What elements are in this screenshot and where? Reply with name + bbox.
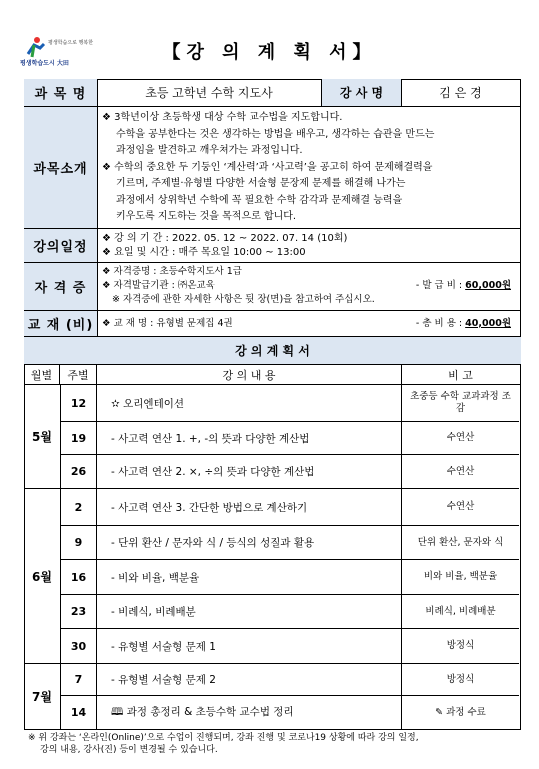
total-fee-value: 40,000원 bbox=[465, 317, 511, 329]
lecture-note: 수연산 bbox=[402, 455, 519, 489]
month-may: 5월 bbox=[24, 385, 61, 489]
diamond-bullet-icon: ❖ bbox=[102, 233, 115, 244]
total-fee-label: - 총 비 용 : bbox=[415, 317, 463, 329]
lecturer-name: 김 은 경 bbox=[439, 86, 482, 100]
week-cell: 19 bbox=[61, 422, 97, 455]
certificate-text bbox=[102, 263, 517, 310]
week-cell: 16 bbox=[61, 560, 97, 595]
diamond-bullet-icon: ❖ bbox=[102, 112, 115, 123]
lecture-content: - 단위 환산 / 문자와 식 / 등식의 성질과 활용 bbox=[97, 526, 402, 560]
materials-row bbox=[24, 311, 521, 337]
lecture-note: 초중등 수학 교과과정 조감 bbox=[402, 385, 519, 422]
plan-band-title: 강 의 계 획 서 bbox=[24, 337, 521, 365]
lecture-content: - 비례식, 비례배분 bbox=[97, 595, 402, 629]
plan-header-row bbox=[24, 365, 521, 385]
page-title: 【강 의 계 획 서】 bbox=[162, 42, 377, 63]
col-content: 강 의 내 용 bbox=[97, 365, 402, 384]
overview-text bbox=[102, 107, 517, 228]
overview-row bbox=[24, 107, 521, 229]
footnote-line-1: ※ 위 강좌는 ‘온라인(Online)’으로 수업이 진행되며, 강좌 진행 및 코로나19 상황에 따라 강의 일정, bbox=[28, 733, 419, 743]
col-month: 월별 bbox=[24, 365, 60, 384]
lecture-note: 수연산 bbox=[402, 489, 519, 526]
month-july: 7월 bbox=[24, 664, 61, 729]
week-cell: 7 bbox=[61, 664, 97, 696]
diamond-bullet-icon: ❖ bbox=[102, 161, 115, 173]
materials-label: 교 재 (비) bbox=[24, 311, 98, 336]
lecture-content: - 사고력 연산 3. 간단한 방법으로 계산하기 bbox=[97, 489, 402, 526]
course-row bbox=[24, 79, 521, 107]
certificate-name: 자격증명 : 초등수학지도사 1급 bbox=[113, 266, 242, 277]
week-cell: 30 bbox=[61, 629, 97, 664]
lecture-content: - 사고력 연산 1. +, -의 뜻과 다양한 계산법 bbox=[97, 422, 402, 455]
diamond-bullet-icon: ❖ bbox=[102, 266, 114, 277]
logo-name: 평생학습도시 大田 bbox=[20, 60, 69, 67]
week-cell: 2 bbox=[61, 489, 97, 526]
course-label: 과 목 명 bbox=[24, 79, 98, 106]
schedule-text bbox=[102, 229, 517, 262]
diamond-bullet-icon: ❖ bbox=[102, 280, 114, 291]
lecture-note: 수연산 bbox=[402, 422, 519, 455]
week-cell: 23 bbox=[61, 595, 97, 629]
logo-tagline: 평생학습으로 행복한 bbox=[48, 40, 94, 46]
certificate-label: 자 격 증 bbox=[24, 263, 98, 310]
certificate-note: ※ 자격증에 관한 자세한 사항은 뒷 장(면)을 참고하여 주십시오. bbox=[112, 294, 375, 305]
week-cell: 12 bbox=[61, 385, 97, 422]
certificate-row bbox=[24, 263, 521, 311]
overview-line-5: 기르며, 주제별·유형별 다양한 서술형 문장제 문제를 해결해 나가는 bbox=[116, 178, 406, 189]
week-cell: 14 bbox=[61, 696, 97, 729]
schedule-label: 강의일정 bbox=[24, 229, 98, 262]
lecture-note: 비례식, 비례배분 bbox=[402, 595, 519, 629]
week-cell: 26 bbox=[61, 455, 97, 489]
overview-line-7: 키우도록 지도하는 것을 목적으로 합니다. bbox=[116, 211, 297, 222]
schedule-period: 강 의 기 간 : 2022. 05. 12 ~ 2022. 07. 14 (10회) bbox=[114, 233, 348, 244]
overview-line-3: 과정임을 발견하고 깨우쳐가는 과정입니다. bbox=[116, 145, 303, 156]
certificate-issuer: 자격발급기관 : ㈜온교육 bbox=[113, 280, 215, 291]
issue-fee-label: - 발 급 비 : bbox=[415, 280, 463, 291]
lecture-note: 단위 환산, 문자와 식 bbox=[402, 526, 519, 560]
overview-line-4: 수학의 중요한 두 기둥인 ‘계산력’과 ‘사고력’을 공고히 하여 문제해결력을 bbox=[114, 161, 433, 173]
lecture-content: 🕮 과정 총정리 & 초등수학 교수법 정리 bbox=[97, 696, 402, 729]
col-week: 주별 bbox=[60, 365, 97, 384]
overview-label: 과목소개 bbox=[24, 107, 98, 228]
lecture-content: - 유형별 서술형 문제 1 bbox=[97, 629, 402, 664]
lecture-note: 방정식 bbox=[402, 664, 519, 696]
schedule-time: 요일 및 시간 : 매주 목요일 10:00 ~ 13:00 bbox=[114, 247, 306, 258]
lecture-note: 방정식 bbox=[402, 629, 519, 664]
col-note: 비 고 bbox=[448, 368, 473, 382]
diamond-bullet-icon: ❖ bbox=[102, 317, 111, 329]
month-june: 6월 bbox=[24, 489, 61, 664]
course-name: 초등 고학년 수학 지도사 bbox=[97, 79, 322, 106]
overview-line-1: 3학년이상 초등학생 대상 수학 교수법을 지도합니다. bbox=[114, 112, 343, 123]
schedule-row bbox=[24, 229, 521, 263]
overview-line-6: 과정에서 상위학년 수학에 꼭 필요한 수학 감각과 문제해결 능력을 bbox=[116, 194, 403, 206]
lecture-content: ✫ 오리엔테이션 bbox=[97, 385, 402, 422]
materials-name: 교 재 명 : 유형별 문제집 4권 bbox=[113, 317, 233, 329]
week-cell: 9 bbox=[61, 526, 97, 560]
footnote bbox=[28, 732, 518, 756]
lecture-content: - 비와 비율, 백분율 bbox=[97, 560, 402, 595]
lecture-note: ✎ 과정 수료 bbox=[435, 706, 486, 718]
lecture-note: 비와 비율, 백분율 bbox=[402, 560, 519, 595]
lecturer-label: 강 사 명 bbox=[322, 79, 402, 106]
lecture-content: - 사고력 연산 2. ×, ÷의 뜻과 다양한 계산법 bbox=[97, 455, 402, 489]
issue-fee-value: 60,000원 bbox=[465, 280, 511, 291]
diamond-bullet-icon: ❖ bbox=[102, 247, 115, 258]
overview-line-2: 수학을 공부한다는 것은 생각하는 방법을 배우고, 생각하는 습관을 만드는 bbox=[116, 128, 435, 140]
materials-text bbox=[102, 311, 517, 336]
lecture-content: - 유형별 서술형 문제 2 bbox=[97, 664, 402, 696]
footnote-line-2: 강의 내용, 강사(진) 등이 변경될 수 있습니다. bbox=[40, 745, 218, 755]
